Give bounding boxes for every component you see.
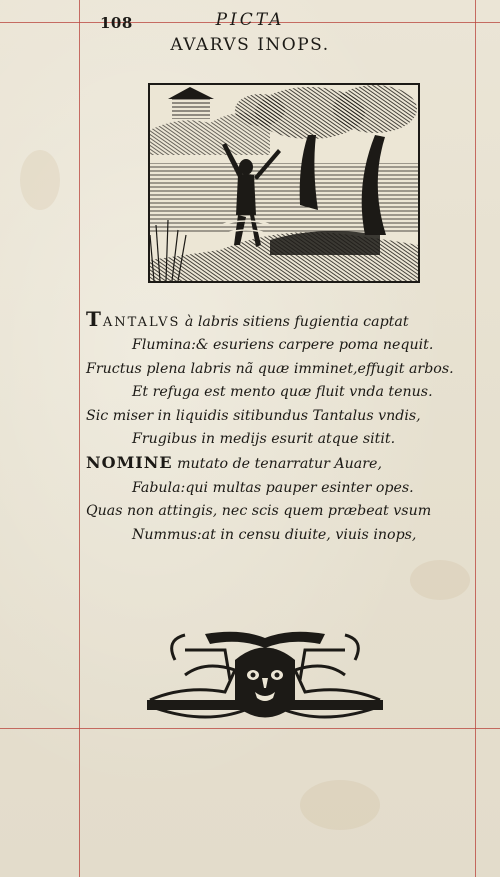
paper-stain — [410, 560, 470, 600]
margin-rule-right — [475, 0, 476, 877]
paper-stain — [300, 780, 380, 830]
initial-capital: T — [86, 307, 102, 331]
verse-line-3: Fructus plena labris nã quæ imminet,effugit arbos. — [86, 360, 454, 377]
paper-stain — [20, 150, 60, 210]
verse-line-7 — [86, 451, 466, 476]
small-caps-word: ANTALVS — [102, 315, 181, 330]
tailpiece-ornament — [145, 630, 385, 740]
verse-line-10: Nummus:at in censu diuite, viuis inops, — [132, 526, 417, 543]
emblem-epigram — [86, 308, 466, 547]
verse-text: à labris sitiens fugientia captat — [180, 314, 409, 330]
verse-line-4: Et refuga est mento quæ fluit vnda tenus. — [132, 384, 433, 401]
verse-line-8: Fabula:qui multas pauper esinter opes. — [132, 479, 414, 496]
small-caps-word: NOMINE — [86, 453, 173, 473]
woodcut-illustration — [148, 83, 420, 283]
verse-line-9: Quas non attingis, nec scis quem præbeat vsum — [86, 503, 432, 520]
verse-text: mutato de tenarratur Auare, — [172, 456, 382, 473]
tantalus-woodcut-image — [150, 85, 418, 281]
verse-line-5: Sic miser in liquidis sitibundus Tantalus vndis, — [86, 407, 421, 424]
margin-rule-left — [79, 0, 80, 877]
verse-line-2: Flumina:& esuriens carpere poma nequit. — [132, 337, 434, 354]
emblem-motto: AVARVS INOPS. — [170, 35, 330, 55]
verse-line-6: Frugibus in medijs esurit atque sitit. — [132, 431, 396, 448]
page-number: 108 — [100, 14, 133, 32]
verse-line-1 — [86, 308, 466, 334]
running-head: PICTA — [215, 10, 285, 30]
